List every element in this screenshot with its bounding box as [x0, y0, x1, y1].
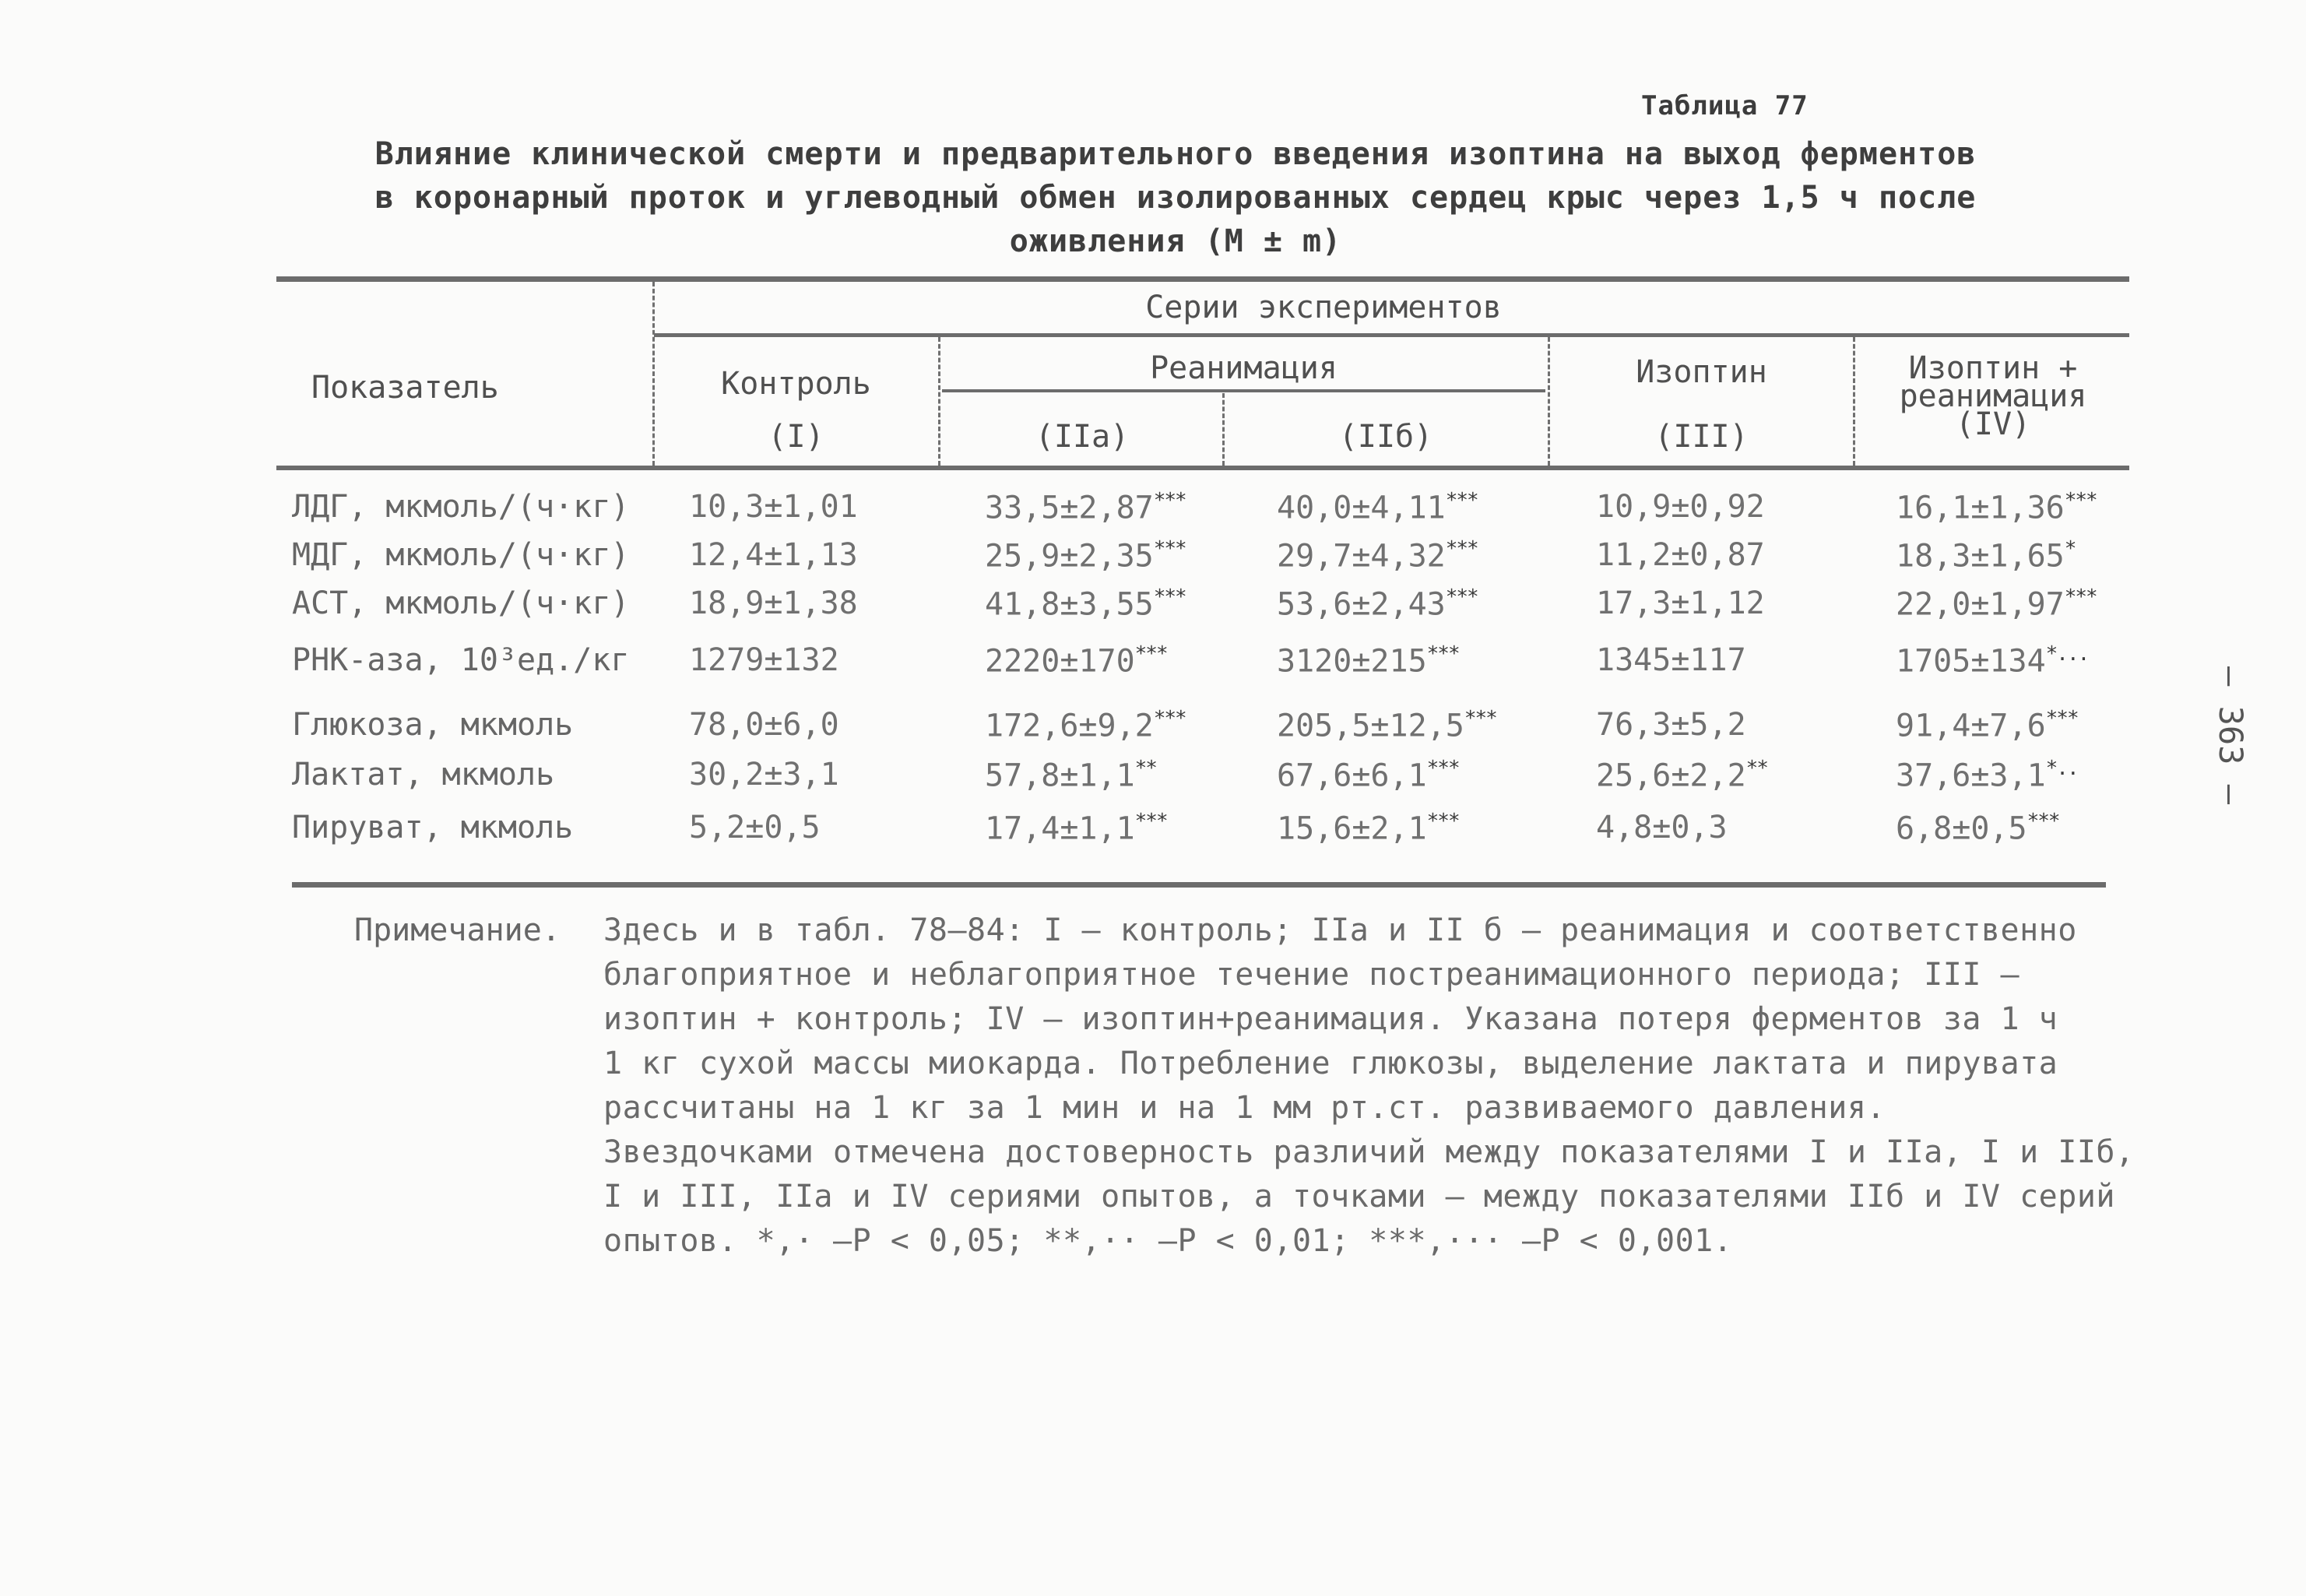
- table-cell: [689, 707, 839, 743]
- cell-value: 25,9±2,35: [985, 538, 1154, 575]
- significance-mark: ***: [2064, 489, 2097, 512]
- reanimation-under-rule: [942, 389, 1545, 392]
- cell-value: 53,6±2,43: [1277, 586, 1446, 623]
- table-cell: [1896, 537, 2075, 574]
- cell-value: 18,9±1,38: [689, 585, 858, 621]
- header-reanimation-a: (IIa): [1035, 419, 1130, 455]
- table-cell: [1596, 585, 1765, 621]
- table-cell: [1277, 642, 1459, 679]
- header-reanimation: Реанимация: [1150, 350, 1338, 386]
- row-label: АСТ, мкмоль/(ч·кг): [292, 585, 630, 621]
- cell-value: 41,8±3,55: [985, 586, 1154, 623]
- cell-value: 76,3±5,2: [1596, 707, 1746, 743]
- table-cell: [1277, 810, 1459, 846]
- table-cell: [689, 489, 858, 525]
- note-line: благоприятное и неблагоприятное течение постреанимационного периода; III –: [603, 957, 2020, 993]
- note-line: I и III, IIa и IV сериями опытов, а точками – между показателями IIб и IV серий: [603, 1179, 2115, 1215]
- table-cell: [1277, 585, 1478, 622]
- cell-value: 3120±215: [1277, 643, 1427, 680]
- column-divider: [1222, 393, 1225, 466]
- significance-mark: ***: [1153, 489, 1186, 512]
- header-isoptin: Изоптин: [1636, 354, 1767, 390]
- cell-value: 1705±134: [1896, 643, 2046, 680]
- row-label: МДГ, мкмоль/(ч·кг): [292, 537, 630, 573]
- cell-value: 15,6±2,1: [1277, 810, 1427, 847]
- note-line: Звездочками отмечена достоверность различий между показателями I и IIa, I и IIб,: [603, 1134, 2135, 1170]
- cell-value: 30,2±3,1: [689, 757, 839, 793]
- significance-mark: ***: [1134, 810, 1167, 833]
- note-line: рассчитаны на 1 кг за 1 мин и на 1 мм рт.ст. развиваемого давления.: [603, 1090, 1886, 1126]
- significance-mark: ***: [2027, 810, 2059, 833]
- header-bottom-rule: [276, 466, 2129, 470]
- significance-mark: ***: [1153, 585, 1186, 609]
- significance-mark: ***: [2045, 707, 2078, 730]
- table-number: Таблица 77: [1641, 90, 1809, 121]
- significance-mark: ***: [1134, 642, 1167, 666]
- header-indicator: Показатель: [311, 370, 499, 406]
- table-cell: [1596, 537, 1765, 573]
- significance-mark: ***: [1426, 810, 1459, 833]
- table-cell: [1277, 707, 1496, 744]
- significance-mark: ***: [1153, 707, 1186, 730]
- table-cell: [1277, 757, 1459, 793]
- cell-value: 57,8±1,1: [985, 758, 1135, 794]
- cell-value: 33,5±2,87: [985, 490, 1154, 526]
- cell-value: 12,4±1,13: [689, 537, 858, 573]
- significance-mark: *..: [2045, 757, 2078, 780]
- note-line: опытов. *,· –P < 0,05; **,·· –P < 0,01; ***,··· –P < 0,001.: [603, 1223, 1733, 1259]
- note-line: изоптин + контроль; IV – изоптин+реанимация. Указана потеря ферментов за 1 ч: [603, 1001, 2058, 1037]
- cell-value: 5,2±0,5: [689, 810, 821, 845]
- column-divider: [938, 337, 940, 466]
- significance-mark: ***: [1426, 642, 1459, 666]
- table-cell: [1596, 642, 1746, 678]
- table-cell: [1596, 707, 1746, 743]
- significance-mark: ***: [1426, 757, 1459, 780]
- table-cell: [689, 757, 839, 793]
- row-label: Лактат, мкмоль: [292, 757, 555, 793]
- table-cell: [689, 585, 858, 621]
- table-cell: [985, 707, 1186, 744]
- cell-value: 67,6±6,1: [1277, 758, 1427, 794]
- cell-value: 1345±117: [1596, 642, 1746, 678]
- table-cell: [1277, 537, 1478, 574]
- header-isoptin-reanimation-line: реанимация: [1899, 378, 2087, 414]
- cell-value: 6,8±0,5: [1896, 810, 2027, 847]
- table-top-rule: [276, 276, 2129, 282]
- caption-line: Влияние клинической смерти и предварительного введения изоптина на выход ферментов: [374, 136, 1977, 172]
- table-cell: [689, 810, 821, 845]
- header-reanimation-b: (IIб): [1338, 419, 1433, 455]
- page-number: – 363 –: [2212, 666, 2250, 805]
- cell-value: 40,0±4,11: [1277, 490, 1446, 526]
- series-under-rule: [654, 333, 2129, 337]
- significance-mark: **: [1134, 757, 1156, 780]
- caption-line: в коронарный проток и углеводный обмен изолированных сердец крыс через 1,5 ч после: [374, 180, 1977, 216]
- column-divider: [652, 282, 655, 466]
- significance-mark: ***: [1153, 537, 1186, 561]
- significance-mark: ***: [1445, 585, 1478, 609]
- table-cell: [1596, 489, 1765, 525]
- header-control: Контроль: [721, 366, 871, 402]
- table-cell: [1896, 642, 2088, 679]
- cell-value: 18,3±1,65: [1896, 538, 2065, 575]
- significance-mark: ***: [1445, 489, 1478, 512]
- table-cell: [985, 757, 1156, 793]
- cell-value: 91,4±7,6: [1896, 708, 2046, 744]
- significance-mark: ***: [2064, 585, 2097, 609]
- note-line: Здесь и в табл. 78–84: I – контроль; IIa и II б – реанимация и соответственно: [603, 912, 2077, 948]
- table-cell: [1896, 707, 2078, 744]
- cell-value: 37,6±3,1: [1896, 758, 2046, 794]
- cell-value: 17,4±1,1: [985, 810, 1135, 847]
- row-label: ЛДГ, мкмоль/(ч·кг): [292, 489, 630, 525]
- cell-value: 10,3±1,01: [689, 489, 858, 525]
- significance-mark: ***: [1445, 537, 1478, 561]
- row-label: Глюкоза, мкмоль: [292, 707, 574, 743]
- cell-value: 2220±170: [985, 643, 1135, 680]
- table-cell: [1896, 489, 2097, 526]
- table-caption: [296, 132, 2055, 263]
- table-cell: [689, 642, 839, 678]
- significance-mark: ***: [1464, 707, 1496, 730]
- cell-value: 1279±132: [689, 642, 839, 678]
- header-isoptin-reanimation-roman: (IV): [1955, 406, 2031, 442]
- table-cell: [985, 810, 1167, 846]
- table-cell: [1277, 489, 1478, 526]
- cell-value: 172,6±9,2: [985, 708, 1154, 744]
- header-isoptin-reanimation-line: Изоптин +: [1908, 350, 2078, 386]
- cell-value: 78,0±6,0: [689, 707, 839, 743]
- table-cell: [1896, 757, 2078, 793]
- significance-mark: **: [1745, 757, 1767, 780]
- cell-value: 29,7±4,32: [1277, 538, 1446, 575]
- cell-value: 25,6±2,2: [1596, 758, 1746, 794]
- table-cell: [1596, 810, 1728, 845]
- column-divider: [1853, 337, 1855, 466]
- cell-value: 205,5±12,5: [1277, 708, 1464, 744]
- cell-value: 4,8±0,3: [1596, 810, 1728, 845]
- header-series: Серии экспериментов: [1145, 290, 1502, 325]
- cell-value: 16,1±1,36: [1896, 490, 2065, 526]
- cell-value: 10,9±0,92: [1596, 489, 1765, 525]
- table-cell: [1896, 810, 2059, 846]
- significance-mark: *: [2064, 537, 2076, 561]
- table-bottom-rule: [292, 882, 2106, 888]
- table-cell: [1596, 757, 1767, 793]
- table-cell: [985, 537, 1186, 574]
- column-divider: [1548, 337, 1550, 466]
- row-label: РНК-аза, 10³ед./кг: [292, 642, 630, 678]
- table-cell: [1896, 585, 2097, 622]
- note-line: 1 кг сухой массы миокарда. Потребление глюкозы, выделение лактата и пирувата: [603, 1046, 2058, 1081]
- header-isoptin-reanimation: [1857, 350, 2129, 442]
- row-label: Пируват, мкмоль: [292, 810, 574, 845]
- table-cell: [985, 642, 1167, 679]
- cell-value: 17,3±1,12: [1596, 585, 1765, 621]
- header-isoptin-roman: (III): [1654, 419, 1749, 455]
- significance-mark: *...: [2045, 642, 2089, 666]
- note-label: Примечание.: [354, 912, 561, 948]
- table-cell: [985, 585, 1186, 622]
- table-cell: [985, 489, 1186, 526]
- cell-value: 22,0±1,97: [1896, 586, 2065, 623]
- caption-line: оживления (M ± m): [1009, 223, 1342, 259]
- table-cell: [689, 537, 858, 573]
- cell-value: 11,2±0,87: [1596, 537, 1765, 573]
- header-control-roman: (I): [768, 419, 824, 455]
